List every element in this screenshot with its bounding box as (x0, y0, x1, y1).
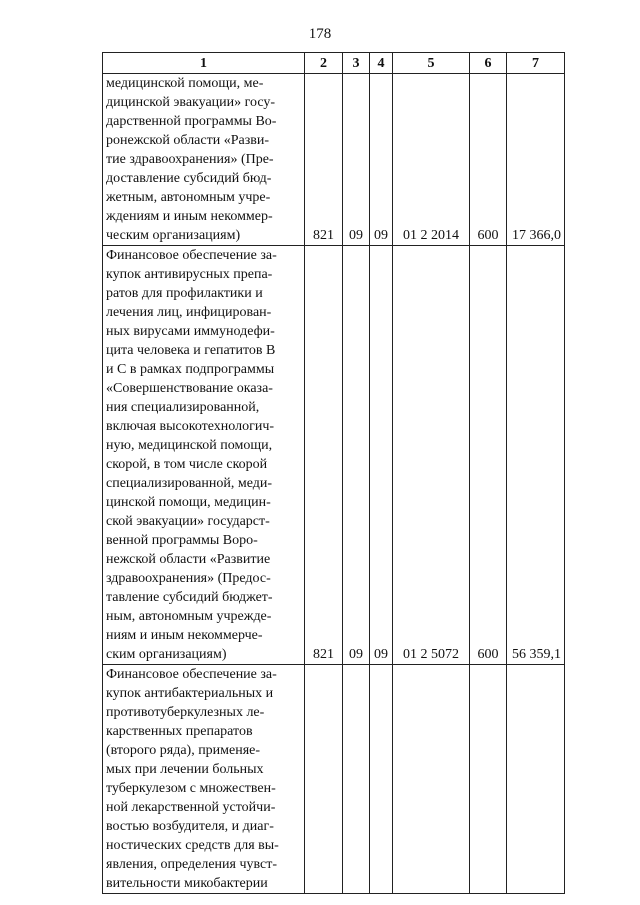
cell-target-article: 01 2 5072 (393, 246, 470, 665)
cell-amount: 56 359,1 (507, 246, 565, 665)
column-header-1: 1 (103, 53, 305, 74)
table-header-row (103, 53, 565, 74)
row-description: Финансовое обеспечение за- купок антибактериальных и противотуберкулезных ле- карственных препаратов (второго ряда), применяе- мых при лечении больных туберкулезом с множествен- ной лекарственной устойчи- востью возбудителя, и диаг- ностических средств для вы- явления, определения чувст- вительности микобактерии (103, 665, 305, 894)
column-header-2: 2 (305, 53, 343, 74)
table-row (103, 246, 565, 665)
cell-expense-type: 600 (470, 74, 507, 246)
column-header-4: 4 (370, 53, 393, 74)
row-description: медицинской помощи, ме- дицинской эвакуации» госу- дарственной программы Во- ронежской области «Разви- тие здравоохранения» (Пре- доставление субсидий бюд- жетным, автономным учре- ждениям и иным некоммер- ческим организациям) (103, 74, 305, 246)
cell-target-article: 01 2 2014 (393, 74, 470, 246)
cell-target-article (393, 665, 470, 894)
table-row (103, 74, 565, 246)
cell-section-code: 09 (343, 246, 370, 665)
row-description: Финансовое обеспечение за- купок антивирусных препа- ратов для профилактики и лечения лиц, инфицирован- ных вирусами иммунодефи- цита человека и гепатитов В и С в рамках подпрограммы «Совершенствование оказа- ния специализированной, включая высокотехнологич- ную, медицинской помощи, скорой, в том числе скорой специализированной, меди- цинской помощи, медицин- ской эвакуации» государст- венной программы Воро- нежской области «Развитие здравоохранения» (Предос- тавление субсидий бюджет- ным, автономным учрежде- ниям и иным некоммерче- ским организациям) (103, 246, 305, 665)
cell-subsection-code (370, 665, 393, 894)
column-header-6: 6 (470, 53, 507, 74)
cell-expense-type: 600 (470, 246, 507, 665)
cell-ministry-code: 821 (305, 246, 343, 665)
cell-amount (507, 665, 565, 894)
cell-expense-type (470, 665, 507, 894)
cell-amount: 17 366,0 (507, 74, 565, 246)
column-header-5: 5 (393, 53, 470, 74)
page-number: 178 (308, 26, 332, 42)
cell-ministry-code (305, 665, 343, 894)
cell-section-code (343, 665, 370, 894)
table-row (103, 665, 565, 894)
cell-subsection-code: 09 (370, 74, 393, 246)
cell-section-code: 09 (343, 74, 370, 246)
column-header-7: 7 (507, 53, 565, 74)
cell-subsection-code: 09 (370, 246, 393, 665)
column-header-3: 3 (343, 53, 370, 74)
cell-ministry-code: 821 (305, 74, 343, 246)
budget-table (102, 52, 565, 894)
